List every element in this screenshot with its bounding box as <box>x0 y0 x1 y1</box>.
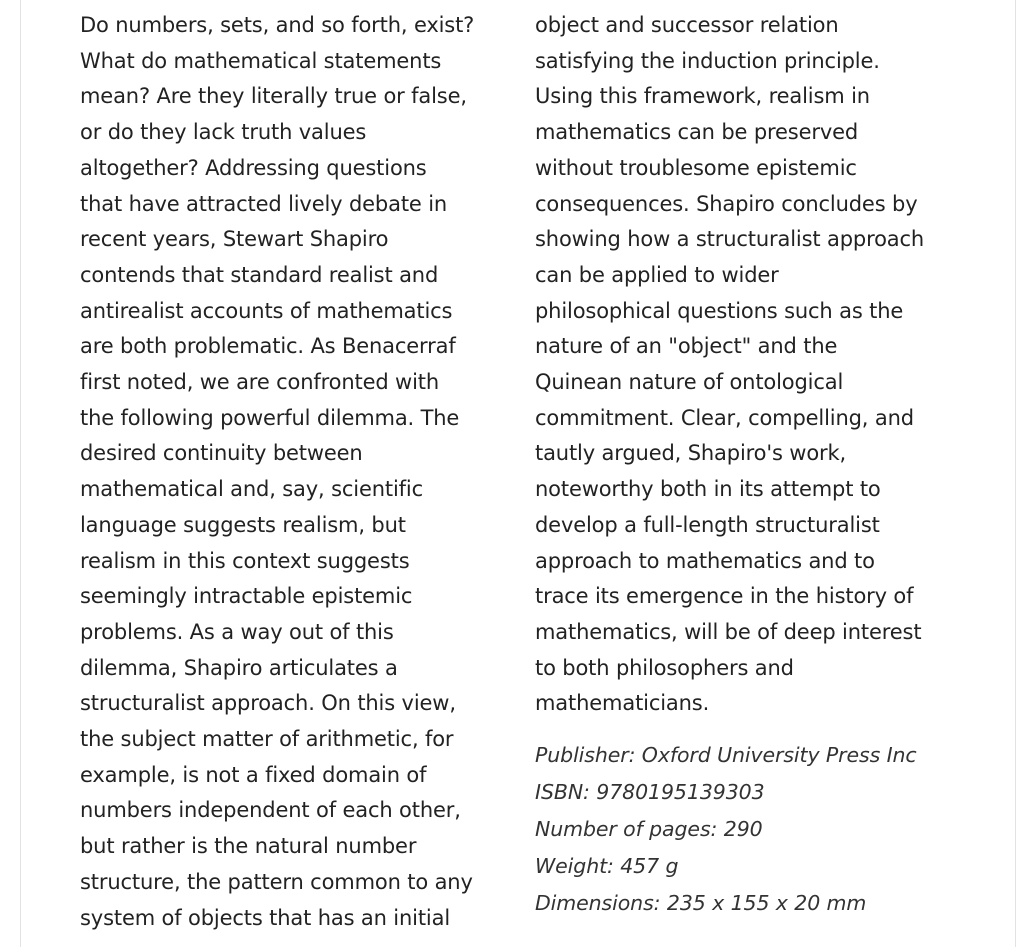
description-line: nature of an "object" and the <box>535 334 838 359</box>
description-line: language suggests realism, but <box>80 512 406 537</box>
description-line: showing how a structuralist approach <box>535 227 925 252</box>
publisher-detail: Publisher: Oxford University Press Inc <box>535 743 917 767</box>
description-line: recent years, Stewart Shapiro <box>80 227 389 252</box>
description-line: without troublesome epistemic <box>535 155 857 180</box>
description-left-column <box>80 8 480 936</box>
description-line: Do numbers, sets, and so forth, exist? <box>80 13 475 37</box>
description-line: or do they lack truth values <box>80 120 367 145</box>
weight-detail: Weight: 457 g <box>535 854 679 878</box>
description-line: What do mathematical statements <box>80 48 442 73</box>
description-line: problems. As a way out of this <box>80 619 394 644</box>
description-line: realism in this context suggests <box>80 548 410 573</box>
description-line: the subject matter of arithmetic, for <box>80 727 454 752</box>
description-line: satisfying the induction principle. <box>535 48 880 73</box>
description-line: to both philosophers and <box>535 655 794 680</box>
description-right-column <box>535 8 935 722</box>
description-line: desired continuity between <box>80 441 363 466</box>
description-line: commitment. Clear, compelling, and <box>535 405 914 430</box>
description-line: philosophical questions such as the <box>535 298 904 323</box>
description-line: seemingly intractable epistemic <box>80 584 413 609</box>
description-line: tautly argued, Shapiro's work, <box>535 441 847 466</box>
description-line: can be applied to wider <box>535 262 779 287</box>
description-line: first noted, we are confronted with <box>80 370 439 395</box>
description-line: mathematics, will be of deep interest <box>535 619 922 644</box>
page-count-detail: Number of pages: 290 <box>535 817 763 841</box>
description-line: object and successor relation <box>535 13 839 37</box>
description-line: trace its emergence in the history of <box>535 584 914 609</box>
description-line: Quinean nature of ontological <box>535 370 844 395</box>
description-line: altogether? Addressing questions <box>80 155 427 180</box>
description-line: dilemma, Shapiro articulates a <box>80 655 398 680</box>
description-line: develop a full-length structuralist <box>535 512 880 537</box>
description-line: that have attracted lively debate in <box>80 191 448 216</box>
description-line: the following powerful dilemma. The <box>80 405 460 430</box>
description-line: antirealist accounts of mathematics <box>80 298 453 323</box>
description-line: consequences. Shapiro concludes by <box>535 191 918 216</box>
description-line: but rather is the natural number <box>80 834 417 859</box>
description-line: are both problematic. As Benacerraf <box>80 334 456 359</box>
description-line: mean? Are they literally true or false, <box>80 84 467 109</box>
dimensions-detail: Dimensions: 235 x 155 x 20 mm <box>535 891 867 915</box>
description-line: approach to mathematics and to <box>535 548 875 573</box>
description-line: Using this framework, realism in <box>535 84 870 109</box>
isbn-detail: ISBN: 9780195139303 <box>535 780 765 804</box>
description-line: mathematics can be preserved <box>535 120 859 145</box>
description-line: numbers independent of each other, <box>80 798 461 823</box>
description-line: structuralist approach. On this view, <box>80 691 456 716</box>
description-line: structure, the pattern common to any <box>80 869 473 894</box>
description-line: mathematicians. <box>535 691 710 716</box>
description-line: mathematical and, say, scientific <box>80 477 423 502</box>
description-line: noteworthy both in its attempt to <box>535 477 881 502</box>
description-line: example, is not a fixed domain of <box>80 762 427 787</box>
description-line: system of objects that has an initial <box>80 905 451 930</box>
product-details <box>535 737 955 922</box>
description-line: contends that standard realist and <box>80 262 439 287</box>
